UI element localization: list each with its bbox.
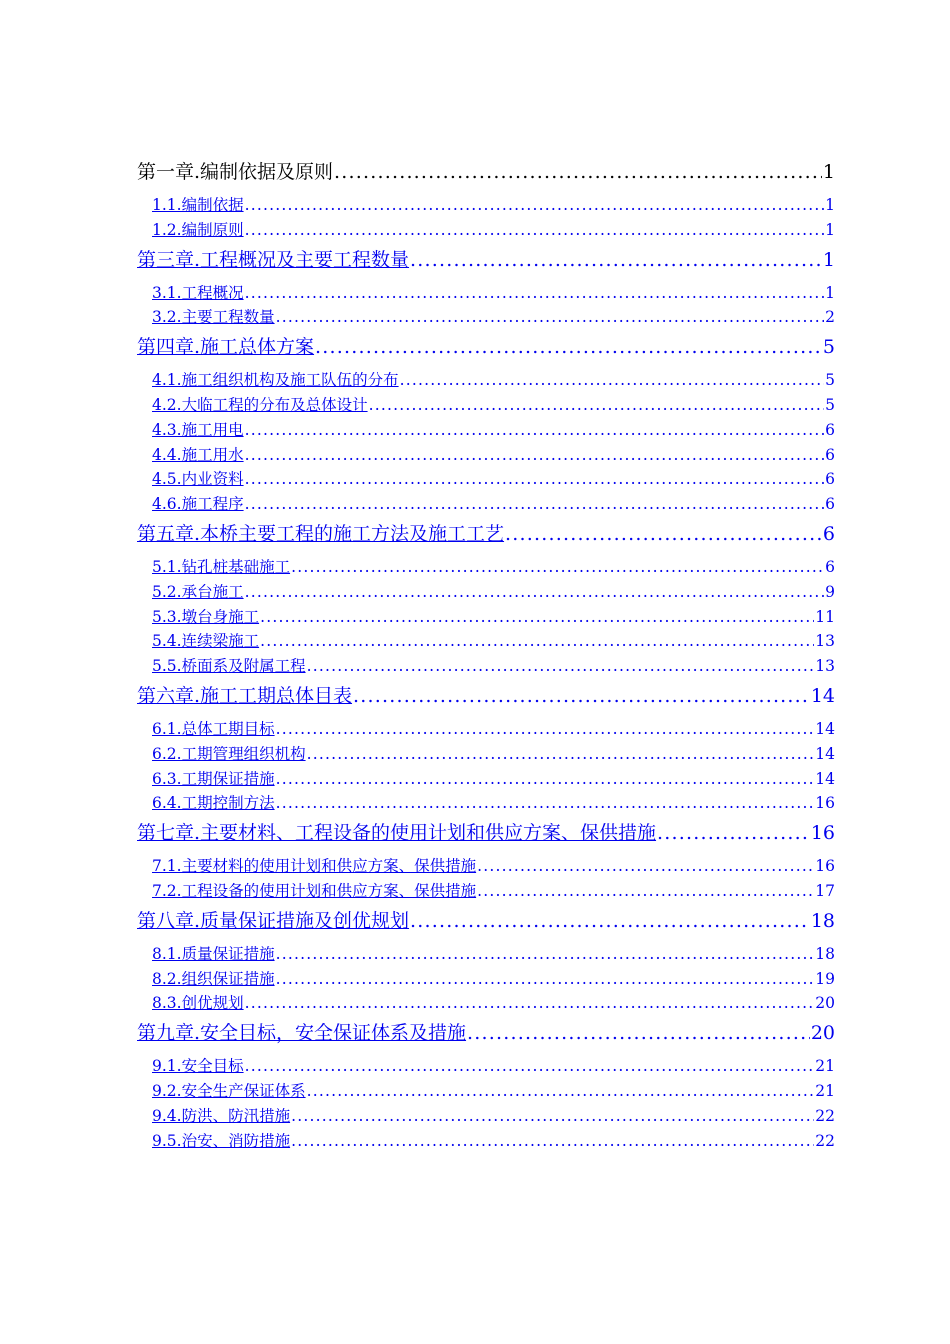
dot-leader — [260, 605, 814, 630]
section-title: 6.4.工期控制方法 — [152, 794, 275, 813]
toc-section-entry[interactable] — [152, 492, 835, 517]
section-title: 4.2.大临工程的分布及总体设计 — [152, 395, 368, 414]
toc-section-entry[interactable] — [152, 654, 835, 679]
toc-chapter-entry[interactable] — [137, 1020, 835, 1046]
chapter-title: 第九章.安全目标，安全保证体系及措施 — [137, 1022, 467, 1045]
page-number: 14 — [810, 684, 835, 707]
toc-section-entry[interactable] — [152, 1079, 835, 1104]
dot-leader — [276, 791, 815, 816]
chapter-title: 第八章.质量保证措施及创优规划 — [137, 909, 410, 932]
toc-section-entry[interactable] — [152, 742, 835, 767]
dot-leader — [276, 942, 815, 967]
dot-leader — [291, 1129, 814, 1154]
toc-section-entry[interactable] — [152, 767, 835, 792]
section-title: 6.2.工期管理组织机构 — [152, 744, 306, 763]
section-title: 7.2.工程设备的使用计划和供应方案、保供措施 — [152, 881, 477, 900]
toc-section-entry[interactable] — [152, 1054, 835, 1079]
toc-section-entry[interactable] — [152, 467, 835, 492]
section-title: 8.3.创优规划 — [152, 994, 244, 1013]
section-title: 9.5.治安、消防措施 — [152, 1131, 291, 1150]
page-number: 1 — [825, 196, 835, 214]
toc-chapter-entry[interactable] — [137, 820, 835, 846]
toc-section-entry[interactable] — [152, 791, 835, 816]
dot-leader — [307, 654, 815, 679]
page-number: 5 — [825, 395, 835, 414]
section-title: 3.2.主要工程数量 — [152, 308, 275, 327]
page-number: 22 — [815, 1106, 835, 1125]
toc-section-entry[interactable] — [152, 281, 835, 306]
toc-section-entry[interactable] — [152, 717, 835, 742]
section-title: 4.4.施工用水 — [152, 445, 244, 464]
toc-chapter-entry[interactable] — [137, 908, 835, 934]
page-number: 20 — [810, 1022, 835, 1045]
toc-section-entry[interactable] — [152, 854, 835, 879]
section-title: 5.4.连续梁施工 — [152, 632, 260, 651]
page-number: 13 — [815, 632, 835, 651]
chapter-title: 第三章.工程概况及主要工程数量 — [137, 248, 410, 271]
section-title: 6.3.工期保证措施 — [152, 769, 275, 788]
toc-section-entry[interactable] — [152, 967, 835, 992]
dot-leader — [245, 991, 815, 1016]
toc-section-entry[interactable] — [152, 1104, 835, 1129]
toc-chapter-entry[interactable] — [137, 683, 835, 709]
dot-leader — [334, 159, 822, 185]
page-number: 14 — [815, 719, 835, 738]
chapter-title: 第四章.施工总体方案 — [137, 336, 315, 359]
dot-leader — [245, 193, 825, 218]
toc-section-entry[interactable] — [152, 368, 835, 393]
page-number: 21 — [815, 1081, 835, 1100]
toc-section-entry[interactable] — [152, 418, 835, 443]
section-title: 1.1.编制依据 — [152, 196, 244, 214]
section-title: 4.6.施工程序 — [152, 495, 244, 514]
chapter-title: 第七章.主要材料、工程设备的使用计划和供应方案、保供措施 — [137, 822, 657, 845]
toc-section-entry[interactable] — [152, 443, 835, 468]
section-title: 5.2.承台施工 — [152, 582, 244, 601]
toc-section-entry[interactable] — [152, 393, 835, 418]
page-number: 6 — [822, 522, 835, 545]
toc-section-entry[interactable] — [152, 879, 835, 904]
dot-leader — [245, 1054, 815, 1079]
dot-leader — [307, 742, 815, 767]
toc-section-entry[interactable] — [152, 942, 835, 967]
page-number: 16 — [815, 794, 835, 813]
page-number: 5 — [825, 371, 835, 390]
dot-leader — [245, 443, 825, 468]
toc-chapter-entry[interactable] — [137, 334, 835, 360]
page-number: 20 — [815, 994, 835, 1013]
section-title: 5.1.钻孔桩基础施工 — [152, 557, 291, 576]
chapter-title: 第一章.编制依据及原则 — [137, 161, 334, 183]
page-number: 19 — [815, 969, 835, 988]
page-number: 6 — [825, 557, 835, 576]
section-title: 8.2.组织保证措施 — [152, 969, 275, 988]
dot-leader — [477, 879, 814, 904]
page-number: 16 — [815, 857, 835, 876]
section-title: 5.5.桥面系及附属工程 — [152, 657, 306, 676]
dot-leader — [276, 717, 815, 742]
page-number: 5 — [822, 336, 835, 359]
dot-leader — [260, 629, 814, 654]
toc-section-entry[interactable] — [152, 580, 835, 605]
page-number: 1 — [822, 248, 835, 271]
dot-leader — [245, 467, 825, 492]
toc-section-entry[interactable] — [152, 991, 835, 1016]
page-number: 1 — [825, 220, 835, 239]
page-number: 6 — [825, 470, 835, 489]
chapter-title: 第六章.施工工期总体目表 — [137, 684, 353, 707]
dot-leader — [505, 521, 822, 547]
dot-leader — [467, 1020, 810, 1046]
toc-section-entry[interactable] — [152, 305, 835, 330]
page-number: 2 — [825, 308, 835, 327]
toc-chapter-entry[interactable] — [137, 247, 835, 273]
section-title: 7.1.主要材料的使用计划和供应方案、保供措施 — [152, 857, 477, 876]
section-title: 9.1.安全目标 — [152, 1057, 244, 1076]
section-title: 4.1.施工组织机构及施工队伍的分布 — [152, 371, 399, 390]
dot-leader — [315, 334, 822, 360]
page-number: 21 — [815, 1057, 835, 1076]
dot-leader — [245, 580, 825, 605]
toc-chapter-entry[interactable] — [137, 159, 835, 185]
table-of-contents — [137, 155, 835, 1153]
section-title: 1.2.编制原则 — [152, 220, 244, 239]
toc-section-entry[interactable] — [152, 629, 835, 654]
section-title: 9.2.安全生产保证体系 — [152, 1081, 306, 1100]
toc-chapter-entry[interactable] — [137, 521, 835, 547]
page-number: 1 — [822, 161, 835, 183]
dot-leader — [353, 683, 810, 709]
dot-leader — [245, 492, 825, 517]
dot-leader — [245, 418, 825, 443]
page-number: 14 — [815, 769, 835, 788]
page-number: 1 — [825, 283, 835, 302]
dot-leader — [245, 218, 825, 243]
page-number: 18 — [815, 944, 835, 963]
page-number: 9 — [825, 582, 835, 601]
section-title: 3.1.工程概况 — [152, 283, 244, 302]
dot-leader — [410, 247, 822, 273]
dot-leader — [276, 767, 815, 792]
page-number: 14 — [815, 744, 835, 763]
page-number: 22 — [815, 1131, 835, 1150]
dot-leader — [400, 368, 825, 393]
toc-section-entry[interactable] — [152, 193, 835, 218]
section-title: 8.1.质量保证措施 — [152, 944, 275, 963]
toc-section-entry[interactable] — [152, 605, 835, 630]
page-number: 6 — [825, 420, 835, 439]
dot-leader — [276, 305, 825, 330]
page-number: 6 — [825, 495, 835, 514]
dot-leader — [291, 1104, 814, 1129]
dot-leader — [307, 1079, 815, 1104]
page-number: 17 — [815, 881, 835, 900]
section-title: 5.3.墩台身施工 — [152, 607, 260, 626]
toc-section-entry[interactable] — [152, 1129, 835, 1154]
toc-section-entry[interactable] — [152, 218, 835, 243]
page-number: 18 — [810, 909, 835, 932]
page-number: 16 — [810, 822, 835, 845]
section-title: 9.4.防洪、防汛措施 — [152, 1106, 291, 1125]
section-title: 4.5.内业资料 — [152, 470, 244, 489]
dot-leader — [410, 908, 810, 934]
dot-leader — [276, 967, 815, 992]
dot-leader — [657, 820, 810, 846]
section-title: 4.3.施工用电 — [152, 420, 244, 439]
dot-leader — [369, 393, 825, 418]
page-number: 6 — [825, 445, 835, 464]
chapter-title: 第五章.本桥主要工程的施工方法及施工工艺 — [137, 522, 505, 545]
dot-leader — [477, 854, 814, 879]
dot-leader — [291, 555, 824, 580]
page-number: 11 — [815, 607, 835, 626]
toc-section-entry[interactable] — [152, 555, 835, 580]
section-title: 6.1.总体工期目标 — [152, 719, 275, 738]
dot-leader — [245, 281, 825, 306]
page-number: 13 — [815, 657, 835, 676]
